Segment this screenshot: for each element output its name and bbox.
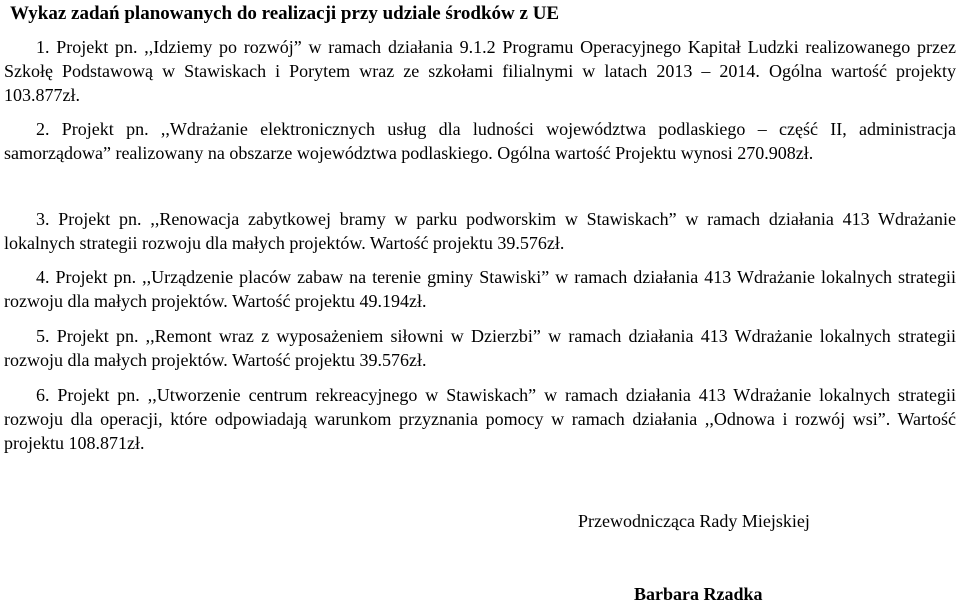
document-title: Wykaz zadań planowanych do realizacji przy udziale środków z UE <box>10 3 560 24</box>
project-item-6: 6. Projekt pn. ,,Utworzenie centrum rekreacyjnego w Stawiskach” w ramach działania 413 Wdrażanie lokalnych strategii rozwoju dla operacji, które odpowiadają warunkom przyznania pomocy w ramach działania ,,Odnowa i rozwój wsi”. Wartość projektu 108.871zł. <box>4 385 956 453</box>
signature-title: Przewodnicząca Rady Miejskiej <box>578 511 810 531</box>
project-item-3: 3. Projekt pn. ,,Renowacja zabytkowej bramy w parku podworskim w Stawiskach” w ramach działania 413 Wdrażanie lokalnych strategii rozwoju dla małych projektów. Wartość projektu 39.576zł. <box>4 209 956 253</box>
project-item-2: 2. Projekt pn. ,,Wdrażanie elektronicznych usług dla ludności województwa podlaskiego – część II, administracja samorządowa” realizowany na obszarze województwa podlaskiego. Ogólna wartość Projektu wynosi 270.908zł. <box>4 119 956 163</box>
project-item-1: 1. Projekt pn. ,,Idziemy po rozwój” w ramach działania 9.1.2 Programu Operacyjnego Kapitał Ludzki realizowanego przez Szkołę Podstawową w Stawiskach i Porytem wraz ze szkołami filialnymi w latach 2013 – 2014. Ogólna wartość projekty 103.877zł. <box>4 37 956 105</box>
signature-name: Barbara Rzadka <box>634 584 763 604</box>
project-item-5: 5. Projekt pn. ,,Remont wraz z wyposażeniem siłowni w Dzierzbi” w ramach działania 413 Wdrażanie lokalnych strategii rozwoju dla małych projektów. Wartość projektu 39.576zł. <box>4 326 956 370</box>
project-item-4: 4. Projekt pn. ,,Urządzenie placów zabaw na terenie gminy Stawiski” w ramach działania 413 Wdrażanie lokalnych strategii rozwoju dla małych projektów. Wartość projektu 49.194zł. <box>4 267 956 311</box>
